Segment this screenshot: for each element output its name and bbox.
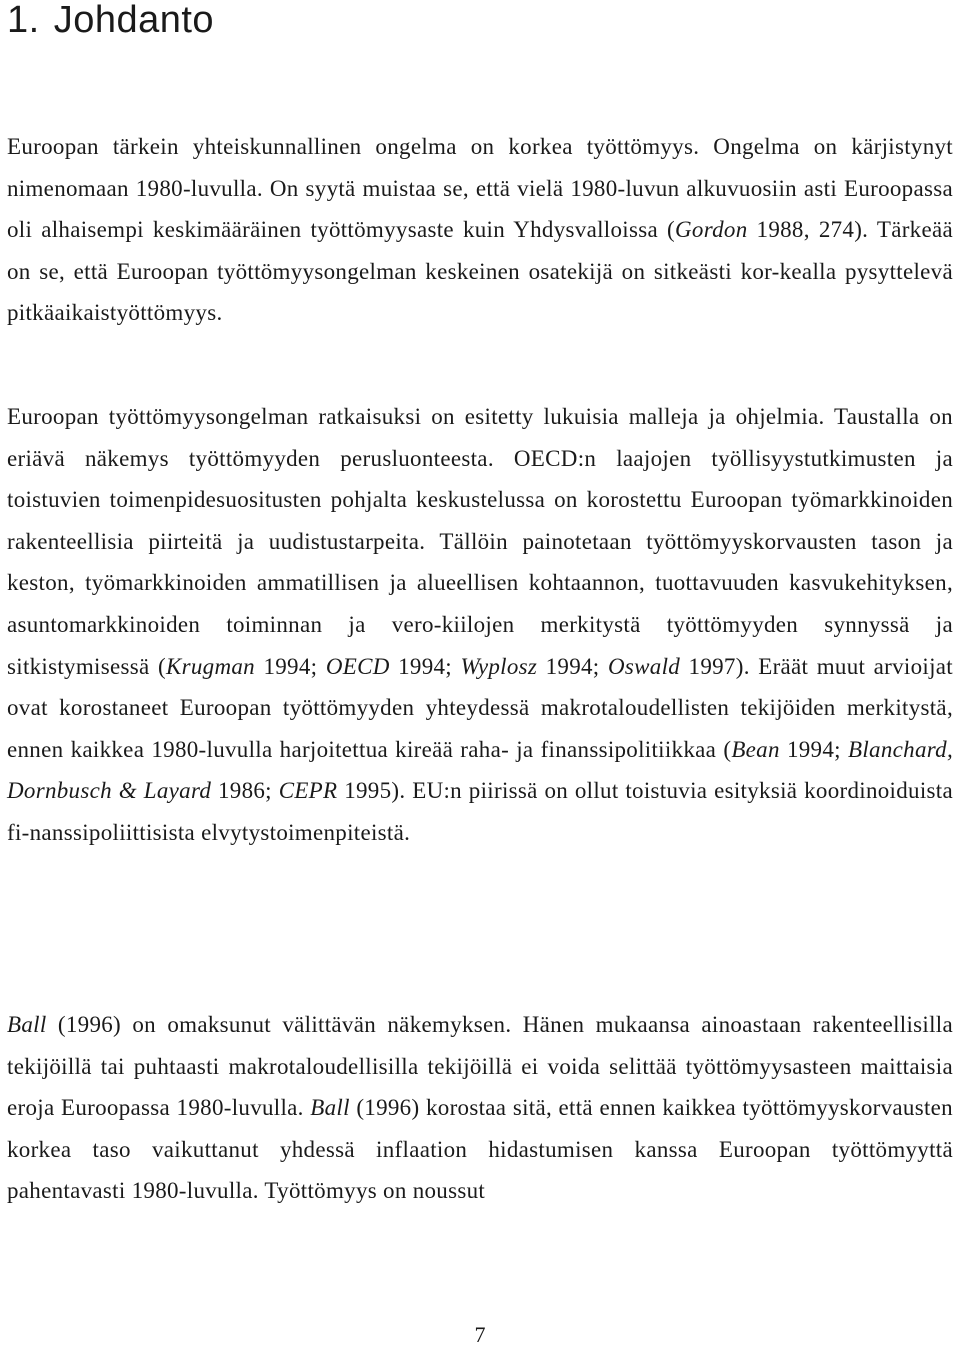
paragraph-text: 1988, 274). Tärkeää on se, että Euroopan työttömyysongelman keskeinen osatekijä on sitkeästi kor-kealla pysyttelevä pitkäaikaistyöttömyys. [7,217,953,326]
citation-text: Blanchard, Dornbusch & Layard [7,736,953,804]
paragraph-text: 1994; [254,653,326,679]
paragraph-2 [7,396,953,854]
citation-text: Ball [310,1095,350,1121]
paragraph-text: 1986; [211,778,279,804]
paragraph-1 [7,126,953,334]
paragraph-text: 1994; [779,736,848,762]
paragraph-text: Euroopan työttömyysongelman ratkaisuksi on esitetty lukuisia malleja ja ohjelmia. Taustalla on eriävä näkemys työttömyyden perusluonteesta. OECD:n laajojen työllisyystutkimusten ja toistuvien toimenpidesuositusten pohjalta keskustelussa on korostettu Euroopan työmarkkinoiden rakenteellisia piirteitä ja uudistustarpeita. Tällöin painotetaan työttömyyskorvausten tason ja keston, työmarkkinoiden ammatillisen ja alueellisen kohtaannon, tuottavuuden kasvukehityksen, asuntomarkkinoiden toiminnan ja vero-kiilojen merkitystä työttömyyden synnyssä ja sitkistymisessä ( [7,404,953,679]
citation-text: CEPR [278,778,338,804]
citation-text: Ball [7,1012,47,1037]
page-number: 7 [474,1322,486,1347]
paragraph-text: (1996) korostaa sitä, että ennen kaikkea työttömyyskorvausten korkea taso vaikuttanut yhdessä inflaation hidastumisen kanssa Euroopan työttömyyttä pahentavasti 1980-luvulla. Työttömyys on noussut [7,1095,953,1204]
paragraph-text: 1997). Eräät muut arvioijat ovat korostaneet Euroopan työttömyyden yhteydessä makrotaloudellisten tekijöiden merkitystä, ennen kaikkea 1980-luvulla harjoitettua kireää raha- ja finanssipolitiikkaa ( [7,653,953,762]
paragraph-text: (1996) on omaksunut välittävän näkemyksen. Hänen mukaansa ainoastaan rakenteellisilla tekijöillä tai puhtaasti makrotaloudellisilla tekijöillä ei voida selittää työttömyysasteen maittaisia eroja Euroopassa 1980-luvulla. [7,1012,953,1121]
paragraph-text: 1994; [537,653,608,679]
paragraph-text: 1994; [389,653,461,679]
citation-text: Oswald [607,653,681,679]
paragraph-text: Euroopan tärkein yhteiskunnallinen ongelma on korkea työttömyys. Ongelma on kärjistynyt nimenomaan 1980-luvulla. On syytä muistaa se, että vielä 1980-luvun alkuvuosiin asti Euroopassa oli alhaisempi keskimääräinen työttömyysaste kuin Yhdysvalloissa ( [7,134,953,243]
citation-text: OECD [325,653,390,679]
paragraph-3 [7,1004,953,1212]
section-number: 1. [7,0,40,41]
document-page [7,0,953,1204]
paragraph-text: 1995). EU:n piirissä on ollut toistuvia esityksiä koordinoiduista fi-nanssipoliittisista elvytystoimenpiteistä. [7,778,953,845]
citation-text: Krugman [165,653,255,679]
citation-text: Bean [731,736,780,762]
citation-text: Gordon [674,217,748,243]
citation-text: Wyplosz [460,653,538,679]
section-heading [7,0,953,40]
section-title: Johdanto [53,0,215,41]
